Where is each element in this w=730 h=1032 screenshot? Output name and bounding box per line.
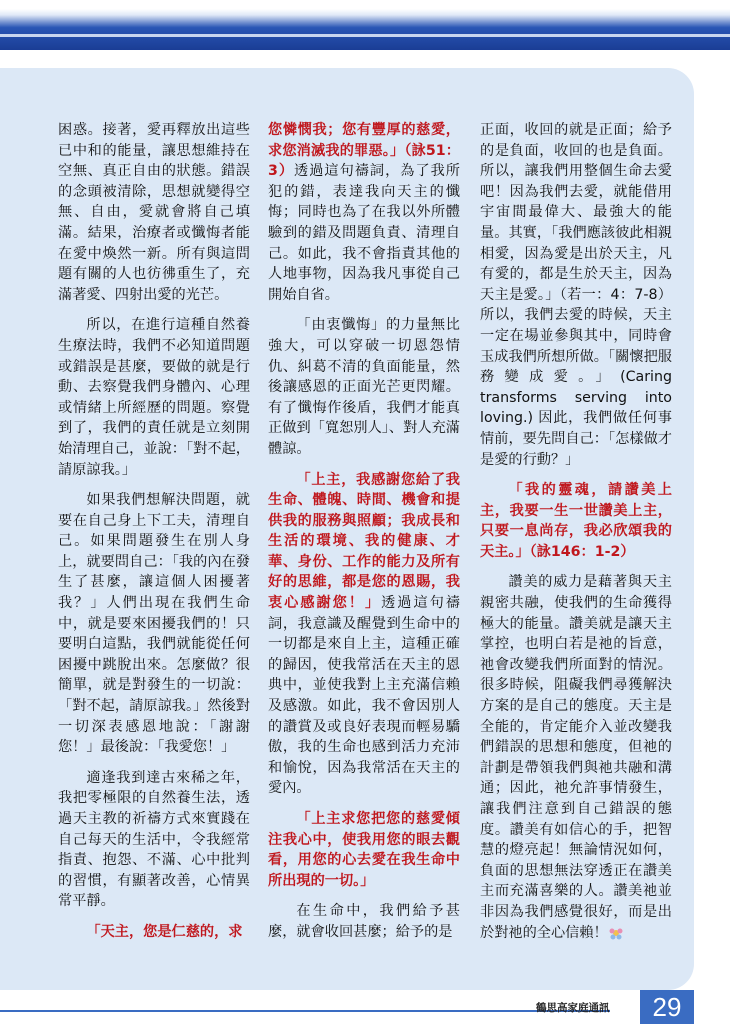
paragraph: 正面，收回的就是正面；給予的是負面，收回的也是負面。所以，讓我們用整個生命去愛吧！因為我們去愛，就能借用宇宙間最偉大、最強大的能量。其實，「我們應該彼此相親相愛，因為愛是出於天主，凡有愛的，都是生於天主，因為天主是愛。」（若一：4：7-8）所以，我們去愛的時候，天主一定在場並參與其中，同時會玉成我們所想所做。「關懷把服務變成愛。」(Caring transforms serving into loving.) 因此，我們做任何事情前，要先問自己：「怎樣做才是愛的行動？」	[480, 122, 672, 468]
paragraph: 「由衷懺悔」的力量無比強大，可以穿破一切恩怨情仇、糾葛不清的負面能量，然後讓感恩的正面光芒更閃耀。有了懺悔作後盾，我們才能真正做到「寬恕別人」、對人充滿體諒。	[268, 317, 460, 457]
paragraph: 在生命中，我們給予甚麼，就會收回甚麼；給予的是	[268, 903, 460, 940]
paragraph: 如果我們想解決問題，就要在自己身上下工夫，清理自己。如果問題發生在別人身上，就要問自己：「我的內在發生了甚麼，讓這個人困擾著我？」人們出現在我們生命中，就是要來困擾我們的！只要明白這點，我們就能從任何困擾中跳脫出來。怎麼做？很簡單，就是對發生的一切說：「對不起，請原諒我。」然後對一切深表感恩地說：「謝謝您！」最後說：「我愛您！」	[58, 492, 250, 756]
column-1	[58, 120, 250, 943]
header-divider	[0, 34, 730, 37]
paragraph-text: 透過這句禱詞，我意識及醒覺到生命中的一切都是來自上主，這種正確的歸因，使我常活在天主的恩典中，並使我對上主充滿信賴及感激。如此，我不會因別人的讚賞及或良好表現而輕易驕傲，我的生命也感到活力充沛和愉悅，因為我常活在天主的愛內。	[268, 595, 460, 797]
prayer-quote: 您憐憫我；您有豐厚的慈愛，求您消滅我的罪惡。」（詠51：3）	[268, 122, 460, 180]
footer-rule	[0, 1010, 610, 1012]
page-number: 29	[640, 990, 694, 1024]
publication-name: 鶴思高家庭通訊	[536, 1002, 610, 1014]
paragraph: 所以，在進行這種自然養生療法時，我們不必知道問題或錯誤是甚麼，要做的就是行動、去察覺我們身體內、心理或情緒上所經歷的問題。察覺到了，我們的責任就是立刻開始清理自己，並說：「對不起，請原諒我。」	[58, 317, 250, 478]
prayer-quote: 「我的靈魂，請讚美上主，我要一生一世讚美上主，只要一息尚存，我必欣頌我的天主。」（詠146：1-2）	[480, 482, 672, 560]
paragraph	[268, 470, 460, 800]
paragraph-text: 讚美的威力是藉著與天主親密共融，使我們的生命獲得極大的能量。讚美就是讓天主掌控，也明白若是祂的旨意，祂會改變我們所面對的情況。很多時候，阻礙我們尋獲解決方案的是自己的態度。天主是全能的，肯定能介入並改變我們錯誤的思想和態度，但祂的計劃是帶領我們與祂共融和溝通；因此，祂允許事情發生，讓我們注意到自己錯誤的態度。讚美有如信心的手，把智慧的燈亮起！無論情況如何，負面的思想無法穿透正在讚美主而充滿喜樂的人。讚美祂並非因為我們感覺很好，而是出於對祂的全心信賴！	[480, 574, 672, 941]
column-2	[268, 120, 460, 943]
prayer-quote: 「上主，我感謝您給了我生命、體魄、時間、機會和提供我的服務與照顧；我成長和生活的環境、我的健康、才華、身份、工作的能力及所有好的思維，都是您的恩賜，我衷心感謝您！」	[268, 471, 460, 612]
paragraph	[268, 120, 460, 305]
column-3	[480, 120, 672, 943]
page-footer	[0, 990, 730, 1032]
paragraph: 困惑。接著，愛再釋放出這些已中和的能量，讓思想維持在空無、真正自由的狀態。錯誤的念頭被清除，思想就變得空無、自由，愛就會將自己填滿。結果，治療者或懺悔者能在愛中煥然一新。所有與這問題有關的人也彷彿重生了，充滿著愛、四射出愛的光芒。	[58, 122, 250, 303]
paragraph-text: 透過這句禱詞，為了我所犯的錯，表達我向天主的懺悔；同時也為了在我以外所體驗到的錯及問題負責、清理自己。如此，我不會指責其他的人地事物，因為我凡事從自己開始自省。	[268, 163, 460, 303]
paragraph	[480, 572, 672, 943]
paragraph: 適逢我到達古來稀之年，我把零極限的自然養生法，透過天主教的祈禱方式來實踐在自己每天的生活中，令我經常指責、抱怨、不滿、心中批判的習慣，有顯著改善，心情異常平靜。	[58, 769, 250, 910]
flower-icon	[608, 926, 624, 940]
prayer-quote: 「天主，您是仁慈的，求	[86, 923, 243, 940]
header-band	[0, 0, 730, 50]
prayer-quote: 「上主求您把您的慈愛傾注我心中，使我用您的眼去觀看，用您的心去愛在我生命中所出現的一切。」	[268, 811, 460, 889]
